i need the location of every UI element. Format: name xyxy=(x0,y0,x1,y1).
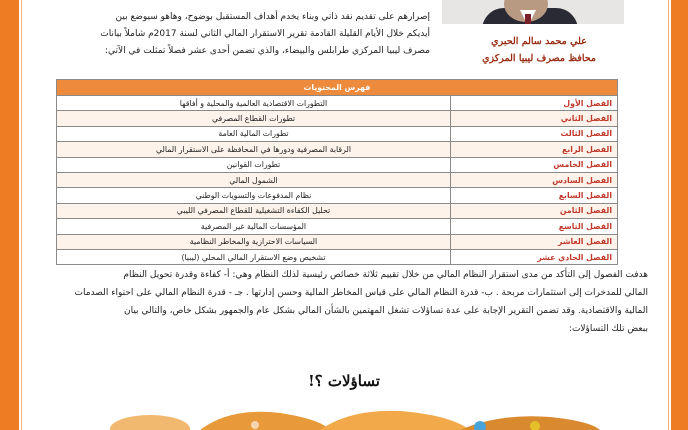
chapter-title: المؤسسات المالية غير المصرفية xyxy=(57,219,451,234)
chapter-title: الرقابة المصرفية ودورها في المحافظة على الاستقرار المالي xyxy=(57,142,451,157)
chapter-title: تحليل الكفاءة التشغيلية للقطاع المصرفي الليبي xyxy=(57,203,451,218)
chapter-title: التطورات الاقتصادية العالمية والمحلية و أفاقها xyxy=(57,96,451,111)
table-row xyxy=(57,219,618,234)
table-row xyxy=(57,188,618,203)
table-row xyxy=(57,249,618,264)
table-row xyxy=(57,234,618,249)
table-row xyxy=(57,126,618,141)
intro-line-2: أيديكم خلال الأيام القليلة القادمة تقرير الاستقرار المالي الثاني لسنة 2017م شاملاً بيانات xyxy=(100,29,430,39)
chapter-label: الفصل التاسع xyxy=(451,219,618,234)
right-border-line xyxy=(668,0,669,430)
chapter-label: الفصل الثامن xyxy=(451,203,618,218)
body-line-1: هدفت الفصول إلى التأكد من مدى استقرار النظام المالي من خلال تقييم ثلاثة خصائص رئيسية لذلك النظام وهي: أ- كفاءة وقدرة تحويل النظام xyxy=(123,270,648,280)
chapter-label: الفصل العاشر xyxy=(451,234,618,249)
right-orange-border xyxy=(671,0,688,430)
left-orange-border xyxy=(0,0,19,430)
table-row xyxy=(57,157,618,172)
intro-line-1: إصرارهم على تقديم نقد ذاتي وبناء يخدم أهداف المستقبل بوضوح، وهاهو سيوضع بين xyxy=(115,12,430,22)
chapter-title: تطورات القطاع المصرفي xyxy=(57,111,451,126)
signature-name: علي محمد سالم الحبري xyxy=(491,36,587,47)
chapter-label: الفصل السابع xyxy=(451,188,618,203)
table-row xyxy=(57,96,618,111)
governor-portrait xyxy=(442,0,624,24)
world-map-graphic xyxy=(80,405,640,430)
chapter-label: الفصل السادس xyxy=(451,172,618,187)
intro-line-3: مصرف ليبيا المركزي طرابلس والبيضاء، والذي تضمن أحدى عشر فصلاً تمثلت في الآتي: xyxy=(105,46,430,56)
chapter-title: السياسات الاحترازية والمخاطر النظامية xyxy=(57,234,451,249)
chapter-title: تطورات المالية العامة xyxy=(57,126,451,141)
table-row xyxy=(57,111,618,126)
left-border-line xyxy=(21,0,22,430)
table-of-contents xyxy=(56,79,618,265)
table-row xyxy=(57,172,618,187)
body-line-3: المالية والاقتصادية. وقد تضمن التقرير الإجابة على عدة تساؤلات تشغل المهتمين بالشأن المالي بشكل عام والجمهور بشكل خاص، والتالي بيان xyxy=(123,306,648,316)
chapter-title: تطورات القوانين xyxy=(57,157,451,172)
body-line-4: ببعض تلك التساؤلات: xyxy=(568,324,648,334)
chapter-label: الفصل الثاني xyxy=(451,111,618,126)
chapter-label: الفصل الثالث xyxy=(451,126,618,141)
chapter-title: تشخيص وضع الاستقرار المالي المحلي (ليبيا) xyxy=(57,249,451,264)
chapter-label: الفصل الأول xyxy=(451,96,618,111)
world-map-icon xyxy=(80,405,640,430)
table-row xyxy=(57,142,618,157)
signature-title: محافظ مصرف ليبيا المركزي xyxy=(482,53,596,64)
chapter-label: الفصل الخامس xyxy=(451,157,618,172)
body-line-2: المالي للمدخرات إلى استثمارات مربحة . ب- قدرة النظام المالي على قياس المخاطر المالية وحسن إدارتها . جـ - قدرة النظام المالي على احتواء الصدمات xyxy=(74,288,648,298)
chapter-title: الشمول المالي xyxy=(57,172,451,187)
chapter-title: نظام المدفوعات والتسويات الوطني xyxy=(57,188,451,203)
toc-header: فهرس المحتويات xyxy=(57,80,618,96)
questions-heading: تساؤلات ؟! xyxy=(308,372,380,390)
chapter-label: الفصل الرابع xyxy=(451,142,618,157)
table-row xyxy=(57,203,618,218)
chapter-label: الفصل الحادي عشر xyxy=(451,249,618,264)
portrait-tie xyxy=(525,14,531,24)
